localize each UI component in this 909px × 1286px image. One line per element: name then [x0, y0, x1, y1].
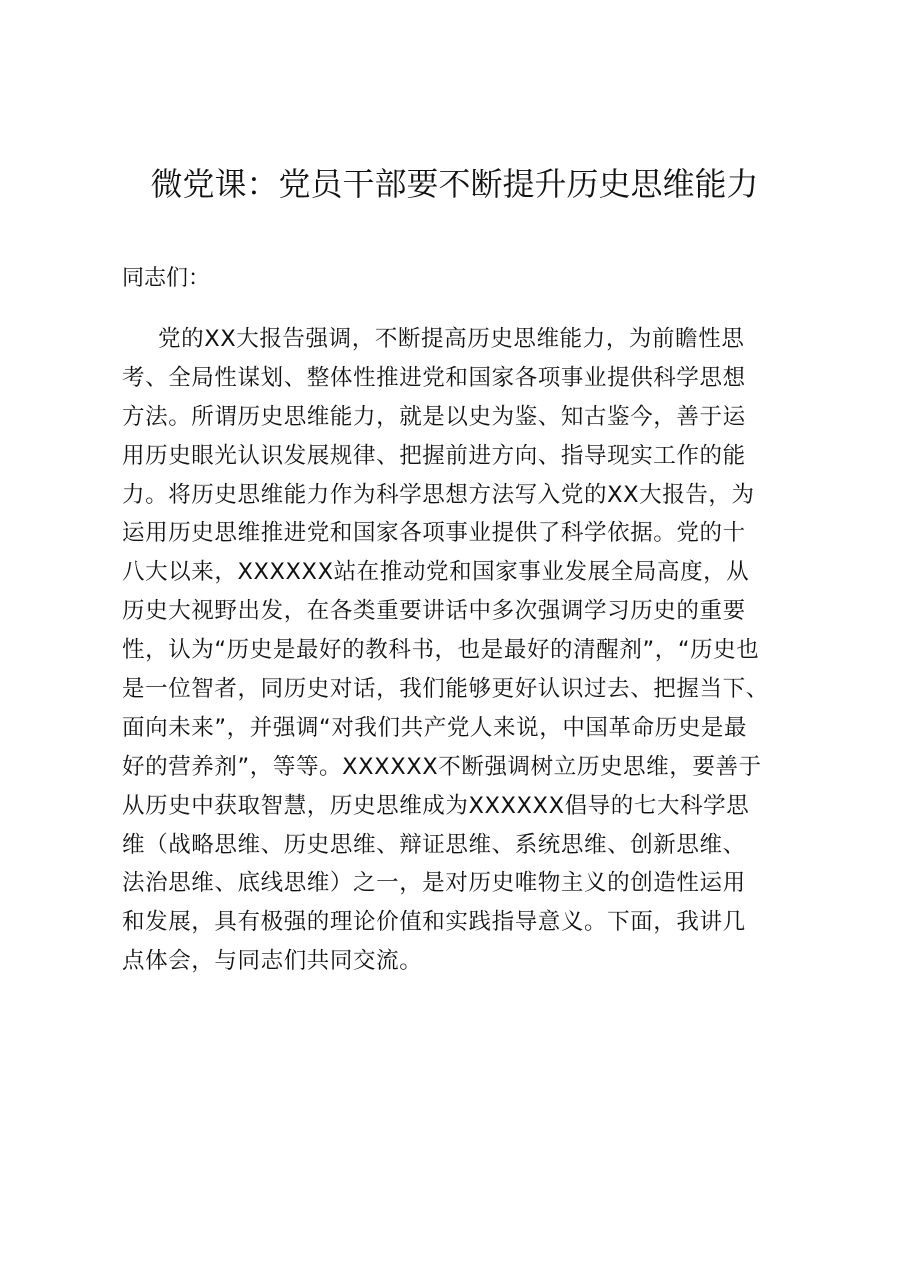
paragraph-line: 运用历史思维推进党和国家各项事业提供了科学依据。党的十 — [122, 520, 746, 547]
paragraph-line: 从历史中获取智慧，历史思维成为XXXXXX倡导的七大科学思 — [122, 792, 750, 819]
paragraph-line: 用历史眼光认识发展规律、把握前进方向、指导现实工作的能 — [122, 442, 746, 469]
paragraph-line: 和发展，具有极强的理论价值和实践指导意义。下面，我讲几 — [122, 909, 746, 936]
paragraph-line: 好的营养剂”，等等。XXXXXX不断强调树立历史思维，要善于 — [122, 753, 762, 780]
paragraph-line: 历史大视野出发，在各类重要讲话中多次强调学习历史的重要 — [122, 598, 746, 625]
paragraph-line: 维（战略思维、历史思维、辩证思维、系统思维、创新思维、 — [122, 831, 746, 858]
paragraph-line: 法治思维、底线思维）之一，是对历史唯物主义的创造性运用 — [122, 870, 746, 897]
paragraph-line: 面向未来”，并强调“对我们共产党人来说，中国革命历史是最 — [122, 714, 748, 741]
paragraph-line: 力。将历史思维能力作为科学思想方法写入党的XX大报告，为 — [122, 481, 755, 508]
document-title: 微党课：党员干部要不断提升历史思维能力 — [150, 165, 759, 203]
salutation: 同志们： — [122, 266, 211, 291]
paragraph-line: 性，认为“历史是最好的教科书，也是最好的清醒剂”，“历史也 — [122, 637, 760, 664]
body-paragraph — [122, 320, 812, 981]
paragraph-line: 八大以来，XXXXXX站在推动党和国家事业发展全局高度，从 — [122, 559, 750, 586]
paragraph-line: 方法。所谓历史思维能力，就是以史为鉴、知古鉴今，善于运 — [122, 403, 746, 430]
paragraph-line: 点体会，与同志们共同交流。 — [122, 948, 423, 975]
paragraph-line: 是一位智者，同历史对话，我们能够更好认识过去、把握当下、 — [122, 676, 769, 703]
paragraph-line: 考、全局性谋划、整体性推进党和国家各项事业提供科学思想 — [122, 364, 746, 391]
paragraph-line: 党的XX大报告强调，不断提高历史思维能力，为前瞻性思 — [158, 326, 745, 352]
